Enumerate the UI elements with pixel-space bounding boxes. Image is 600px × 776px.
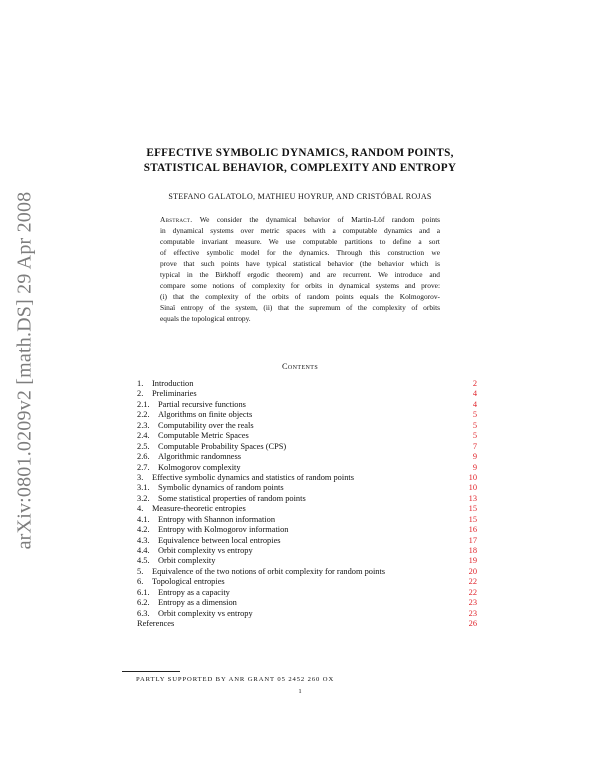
title-line-1: EFFECTIVE SYMBOLIC DYNAMICS, RANDOM POINTS, <box>146 147 454 159</box>
toc-section-number: 4.5. <box>137 556 150 566</box>
toc-page-link[interactable]: 9 <box>472 452 477 462</box>
page-number: 1 <box>298 688 302 695</box>
toc-section-number: 3.2. <box>137 493 150 503</box>
abstract-text: (i) that the complexity of the orbits of random points equals the Kolmogorov- <box>160 292 440 302</box>
abstract-line <box>160 247 440 258</box>
toc-section-number: 2.5. <box>137 441 150 451</box>
toc-page-link[interactable]: 5 <box>472 420 477 430</box>
toc-section-number: 4.4. <box>137 546 150 555</box>
toc-page-link[interactable]: 18 <box>468 546 477 555</box>
toc-section-title: Equivalence of the two notions of orbit complexity for random points <box>152 566 386 576</box>
toc-section-title: Orbit complexity vs entropy <box>158 608 253 618</box>
abstract-text: equals the topological entropy. <box>160 314 251 324</box>
toc-page-link[interactable]: 5 <box>472 431 477 441</box>
toc-section-number: 2.1. <box>137 399 150 409</box>
toc-page-link[interactable]: 23 <box>468 608 477 618</box>
toc-entry-label <box>137 463 241 473</box>
abstract-line <box>160 313 440 324</box>
toc-entry-label <box>137 525 289 535</box>
toc-entry-label <box>137 536 281 546</box>
toc-entry[interactable] <box>137 546 477 556</box>
arxiv-stamp <box>4 175 46 565</box>
toc-entry[interactable] <box>137 442 477 452</box>
toc-section-title: Kolmogorov complexity <box>158 462 241 472</box>
toc-page-link[interactable]: 2 <box>472 379 477 388</box>
toc-section-title: Equivalence between local entropies <box>158 535 281 545</box>
toc-section-title: Algorithms on finite objects <box>158 410 253 420</box>
toc-section-number: 6. <box>137 577 144 587</box>
toc-entry-label <box>137 556 215 566</box>
toc-entry[interactable] <box>137 400 477 410</box>
toc-section-number: 2.3. <box>137 420 150 430</box>
toc-entry[interactable] <box>137 598 477 608</box>
toc-page-link[interactable]: 20 <box>468 566 477 576</box>
abstract-line <box>160 225 440 236</box>
toc-page-link[interactable]: 15 <box>468 504 477 514</box>
toc-section-number: 1. <box>137 379 144 388</box>
toc-entry[interactable] <box>137 431 477 441</box>
toc-section-title: Measure-theoretic entropies <box>152 504 246 514</box>
abstract-text: in dynamical systems over metric spaces with a computable dynamics and a <box>160 226 440 236</box>
toc-entry-label <box>137 588 230 598</box>
toc-section-title: Entropy with Shannon information <box>158 514 276 524</box>
toc-section-title: References <box>137 619 175 629</box>
toc-entry[interactable] <box>137 452 477 462</box>
toc-section-number: 2.4. <box>137 431 150 441</box>
toc-entry-label <box>137 421 254 431</box>
toc-section-number: 4.1. <box>137 514 150 524</box>
toc-section-title: Partial recursive functions <box>158 399 246 409</box>
toc-section-number: 4. <box>137 504 144 514</box>
toc-entry[interactable] <box>137 463 477 473</box>
toc-page-link[interactable]: 16 <box>468 525 477 535</box>
title-line-2: STATISTICAL BEHAVIOR, COMPLEXITY AND ENTROPY <box>143 162 457 174</box>
toc-section-number: 3.1. <box>137 483 150 493</box>
toc-entry-label <box>137 442 286 452</box>
toc-section-number: 2.6. <box>137 452 150 462</box>
toc-entry[interactable] <box>137 567 477 577</box>
abstract-label: Abstract. <box>160 215 193 224</box>
toc-section-title: Algorithmic randomness <box>158 452 242 462</box>
toc-page-link[interactable]: 19 <box>468 556 477 566</box>
abstract-line <box>160 302 440 313</box>
toc-entry-label <box>137 546 253 556</box>
toc-section-number: 3. <box>137 472 144 482</box>
toc-page-link[interactable]: 17 <box>468 535 477 545</box>
toc-entry-label <box>137 598 237 608</box>
toc-page-link[interactable]: 22 <box>468 577 477 587</box>
toc-section-title: Computable Metric Spaces <box>158 431 249 441</box>
abstract <box>160 214 440 324</box>
contents-heading: Contents <box>281 362 319 371</box>
toc-page-link[interactable]: 9 <box>472 462 477 472</box>
toc-entry-label <box>137 609 253 619</box>
toc-section-title: Symbolic dynamics of random points <box>158 483 284 493</box>
toc-page-link[interactable]: 22 <box>468 587 477 597</box>
author-list: STEFANO GALATOLO, MATHIEU HOYRUP, AND CRISTÓBAL ROJAS <box>168 192 432 201</box>
toc-entry[interactable] <box>137 421 477 431</box>
abstract-line <box>160 214 440 225</box>
toc-section-title: Introduction <box>152 379 194 388</box>
toc-page-link[interactable]: 5 <box>472 410 477 420</box>
toc-page-link[interactable]: 23 <box>468 598 477 608</box>
toc-section-title: Effective symbolic dynamics and statistics of random points <box>152 472 354 482</box>
abstract-text: typical in the Birkhoff ergodic theorem) and are recurrent. We introduce and <box>160 270 440 280</box>
toc-section-title: Preliminaries <box>152 389 197 399</box>
table-of-contents <box>137 379 477 630</box>
toc-section-title: Topological entropies <box>152 577 225 587</box>
toc-page-link[interactable]: 4 <box>472 389 477 399</box>
paper-title <box>100 146 500 176</box>
toc-entry[interactable] <box>137 515 477 525</box>
toc-section-title: Some statistical properties of random points <box>158 493 306 503</box>
toc-entry-label <box>137 494 306 504</box>
toc-entry-label <box>137 452 241 462</box>
toc-entry-label <box>137 577 225 587</box>
toc-entry[interactable] <box>137 619 477 629</box>
toc-entry-label <box>137 483 284 493</box>
abstract-line <box>160 291 440 302</box>
toc-page-link[interactable]: 10 <box>468 483 477 493</box>
abstract-line <box>160 280 440 291</box>
toc-entry[interactable] <box>137 609 477 619</box>
abstract-text: Sinaï entropy of the system, (ii) that the supremum of the complexity of orbits <box>160 303 440 313</box>
abstract-line <box>160 236 440 247</box>
toc-page-link[interactable]: 10 <box>468 472 477 482</box>
toc-section-number: 6.3. <box>137 608 150 618</box>
toc-entry-label <box>137 379 193 389</box>
toc-section-number: 4.2. <box>137 525 150 535</box>
toc-section-title: Orbit complexity <box>158 556 216 566</box>
toc-section-number: 5. <box>137 566 144 576</box>
toc-page-link[interactable]: 26 <box>468 619 477 629</box>
toc-entry[interactable] <box>137 483 477 493</box>
toc-section-title: Orbit complexity vs entropy <box>158 546 253 555</box>
toc-section-title: Computability over the reals <box>158 420 254 430</box>
toc-entry[interactable] <box>137 504 477 514</box>
abstract-text: We consider the dynamical behavior of Martin-Löf random points <box>199 215 441 224</box>
toc-entry-label <box>137 389 197 399</box>
toc-page-link[interactable]: 4 <box>472 399 477 409</box>
abstract-line <box>160 269 440 280</box>
toc-section-number: 6.1. <box>137 587 150 597</box>
abstract-text: prove that such points have typical statistical behavior (the behavior which is <box>160 259 440 269</box>
toc-page-link[interactable]: 7 <box>472 441 477 451</box>
toc-entry-label <box>137 515 275 525</box>
toc-entry[interactable] <box>137 389 477 399</box>
toc-entry[interactable] <box>137 410 477 420</box>
toc-section-title: Entropy as a dimension <box>158 598 237 608</box>
footnote: PARTLY SUPPORTED BY ANR GRANT 05 2452 260 OX <box>136 676 335 683</box>
toc-entry-label <box>137 504 246 514</box>
toc-section-title: Computable Probability Spaces (CPS) <box>158 441 287 451</box>
toc-entry-label <box>137 400 246 410</box>
arxiv-identifier: arXiv:0801.0209v2 [math.DS] 29 Apr 2008 <box>13 191 36 549</box>
toc-entry-label <box>137 619 174 629</box>
toc-entry-label <box>137 431 249 441</box>
toc-entry-label <box>137 410 252 420</box>
toc-entry[interactable] <box>137 525 477 535</box>
toc-entry[interactable] <box>137 588 477 598</box>
abstract-text: computable invariant measure. We use computable partitions to define a sort <box>160 237 440 247</box>
toc-entry[interactable] <box>137 494 477 504</box>
toc-section-number: 2.2. <box>137 410 150 420</box>
abstract-text: compare some notions of complexity for orbits in dynamical systems and prove: <box>160 281 440 291</box>
toc-section-number: 2. <box>137 389 144 399</box>
toc-section-number: 4.3. <box>137 535 150 545</box>
toc-entry[interactable] <box>137 536 477 546</box>
toc-entry-label <box>137 473 354 483</box>
toc-entry[interactable] <box>137 379 477 389</box>
toc-entry-label <box>137 567 385 577</box>
abstract-line <box>160 258 440 269</box>
abstract-text: of effective symbolic model for the dynamics. Through this construction we <box>160 248 440 258</box>
toc-page-link[interactable]: 15 <box>468 514 477 524</box>
footnote-rule <box>122 671 180 672</box>
toc-page-link[interactable]: 13 <box>468 493 477 503</box>
toc-section-number: 2.7. <box>137 462 150 472</box>
toc-section-title: Entropy with Kolmogorov information <box>158 525 289 535</box>
toc-section-number: 6.2. <box>137 598 150 608</box>
toc-entry[interactable] <box>137 556 477 566</box>
toc-entry[interactable] <box>137 473 477 483</box>
toc-entry[interactable] <box>137 577 477 587</box>
toc-section-title: Entropy as a capacity <box>158 587 230 597</box>
